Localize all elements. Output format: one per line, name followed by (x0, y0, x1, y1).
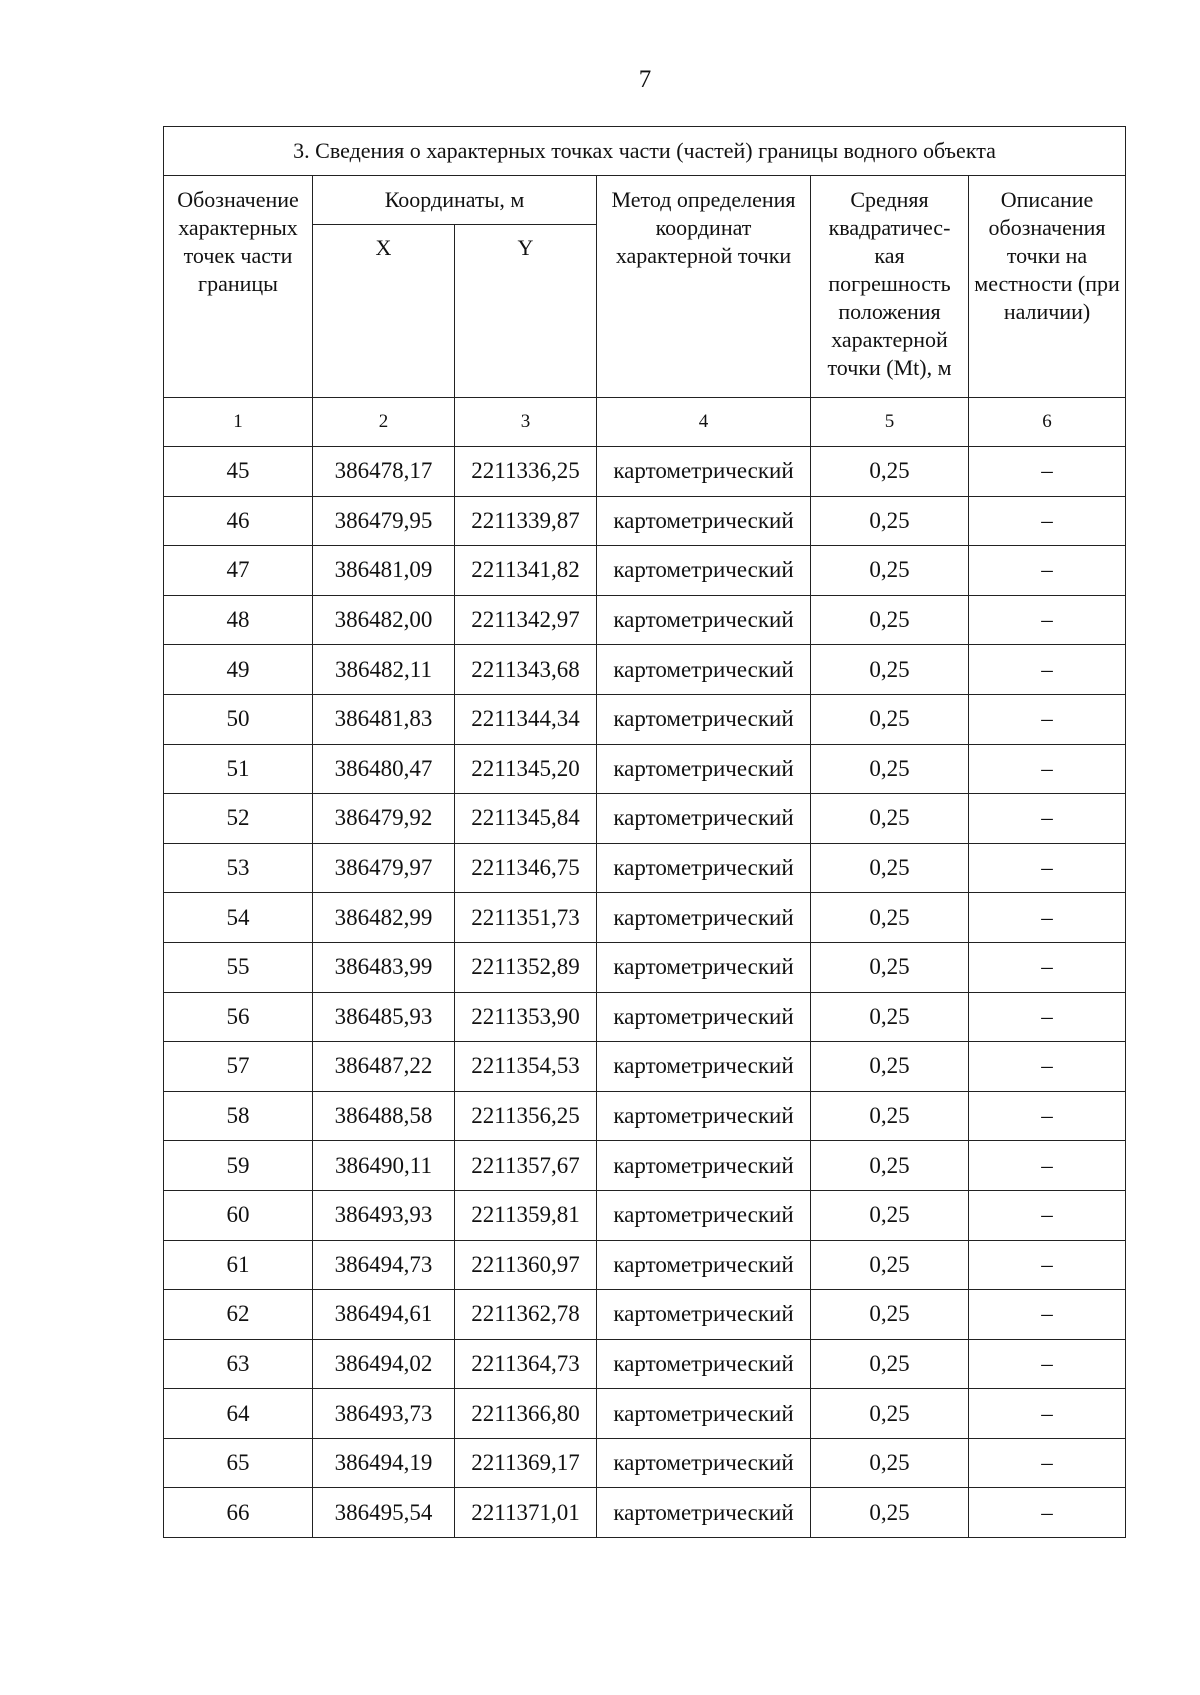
column-numbers-row (164, 398, 1126, 447)
coord-y: 2211343,68 (455, 645, 597, 695)
error-value: 0,25 (811, 992, 969, 1042)
coord-y: 2211356,25 (455, 1091, 597, 1141)
coord-x: 386493,93 (313, 1190, 455, 1240)
method: картометрический (597, 496, 811, 546)
column-number: 5 (811, 398, 969, 447)
description: – (969, 1190, 1126, 1240)
table-row (164, 1042, 1126, 1092)
method: картометрический (597, 1488, 811, 1538)
table-row (164, 1190, 1126, 1240)
method: картометрический (597, 447, 811, 497)
coord-y: 2211359,81 (455, 1190, 597, 1240)
point-number: 64 (164, 1389, 313, 1439)
method: картометрический (597, 645, 811, 695)
description: – (969, 794, 1126, 844)
coord-y: 2211352,89 (455, 942, 597, 992)
point-number: 56 (164, 992, 313, 1042)
coord-y: 2211369,17 (455, 1438, 597, 1488)
point-number: 54 (164, 893, 313, 943)
table-row (164, 744, 1126, 794)
point-number: 63 (164, 1339, 313, 1389)
coord-x: 386494,19 (313, 1438, 455, 1488)
description: – (969, 694, 1126, 744)
error-value: 0,25 (811, 1091, 969, 1141)
error-value: 0,25 (811, 794, 969, 844)
header-x: X (313, 225, 455, 398)
coord-x: 386490,11 (313, 1141, 455, 1191)
error-value: 0,25 (811, 595, 969, 645)
page-number: 7 (638, 66, 652, 93)
header-coords: Координаты, м (313, 176, 597, 225)
header-error: Средняя квадратичес-кая погрешность положения характерной точки (Mt), м (811, 176, 969, 398)
coord-y: 2211351,73 (455, 893, 597, 943)
error-value: 0,25 (811, 546, 969, 596)
table-row (164, 1141, 1126, 1191)
table-row (164, 893, 1126, 943)
method: картометрический (597, 1240, 811, 1290)
error-value: 0,25 (811, 1290, 969, 1340)
error-value: 0,25 (811, 1339, 969, 1389)
table-row (164, 843, 1126, 893)
coord-x: 386481,09 (313, 546, 455, 596)
method: картометрический (597, 1190, 811, 1240)
coord-y: 2211353,90 (455, 992, 597, 1042)
table-row (164, 794, 1126, 844)
point-number: 61 (164, 1240, 313, 1290)
coord-x: 386478,17 (313, 447, 455, 497)
coord-y: 2211344,34 (455, 694, 597, 744)
method: картометрический (597, 595, 811, 645)
coord-y: 2211357,67 (455, 1141, 597, 1191)
header-method: Метод определения координат характерной точки (597, 176, 811, 398)
coord-y: 2211371,01 (455, 1488, 597, 1538)
point-number: 58 (164, 1091, 313, 1141)
method: картометрический (597, 546, 811, 596)
coord-x: 386479,92 (313, 794, 455, 844)
point-number: 51 (164, 744, 313, 794)
header-y: Y (455, 225, 597, 398)
coord-x: 386481,83 (313, 694, 455, 744)
coord-y: 2211345,84 (455, 794, 597, 844)
table-row (164, 645, 1126, 695)
column-number: 4 (597, 398, 811, 447)
table-row (164, 546, 1126, 596)
error-value: 0,25 (811, 1438, 969, 1488)
header-point: Обозначение характерных точек части границы (164, 176, 313, 398)
point-number: 52 (164, 794, 313, 844)
method: картометрический (597, 942, 811, 992)
point-number: 46 (164, 496, 313, 546)
point-number: 48 (164, 595, 313, 645)
coord-x: 386493,73 (313, 1389, 455, 1439)
error-value: 0,25 (811, 1389, 969, 1439)
description: – (969, 595, 1126, 645)
error-value: 0,25 (811, 893, 969, 943)
coord-y: 2211360,97 (455, 1240, 597, 1290)
error-value: 0,25 (811, 942, 969, 992)
coord-x: 386479,97 (313, 843, 455, 893)
coord-x: 386488,58 (313, 1091, 455, 1141)
coord-x: 386487,22 (313, 1042, 455, 1092)
point-number: 53 (164, 843, 313, 893)
table-row (164, 1339, 1126, 1389)
coord-x: 386482,11 (313, 645, 455, 695)
error-value: 0,25 (811, 1488, 969, 1538)
table-row (164, 694, 1126, 744)
coord-x: 386482,99 (313, 893, 455, 943)
description: – (969, 1438, 1126, 1488)
table-row (164, 1438, 1126, 1488)
description: – (969, 546, 1126, 596)
point-number: 57 (164, 1042, 313, 1092)
method: картометрический (597, 1091, 811, 1141)
error-value: 0,25 (811, 744, 969, 794)
error-value: 0,25 (811, 645, 969, 695)
coord-x: 386494,61 (313, 1290, 455, 1340)
method: картометрический (597, 744, 811, 794)
point-number: 59 (164, 1141, 313, 1191)
table-row (164, 1389, 1126, 1439)
table-row (164, 1488, 1126, 1538)
method: картометрический (597, 694, 811, 744)
point-number: 50 (164, 694, 313, 744)
coord-x: 386482,00 (313, 595, 455, 645)
method: картометрический (597, 893, 811, 943)
method: картометрический (597, 992, 811, 1042)
error-value: 0,25 (811, 1190, 969, 1240)
error-value: 0,25 (811, 496, 969, 546)
coord-y: 2211366,80 (455, 1389, 597, 1439)
point-number: 65 (164, 1438, 313, 1488)
table-row (164, 496, 1126, 546)
table-row (164, 595, 1126, 645)
point-number: 60 (164, 1190, 313, 1240)
error-value: 0,25 (811, 447, 969, 497)
coord-x: 386495,54 (313, 1488, 455, 1538)
coord-y: 2211354,53 (455, 1042, 597, 1092)
error-value: 0,25 (811, 694, 969, 744)
point-number: 49 (164, 645, 313, 695)
point-number: 47 (164, 546, 313, 596)
error-value: 0,25 (811, 843, 969, 893)
table-row (164, 1290, 1126, 1340)
coord-x: 386483,99 (313, 942, 455, 992)
coord-x: 386494,73 (313, 1240, 455, 1290)
description: – (969, 1042, 1126, 1092)
description: – (969, 1091, 1126, 1141)
characteristic-points-table (163, 126, 1126, 1538)
point-number: 55 (164, 942, 313, 992)
description: – (969, 645, 1126, 695)
table-row (164, 1091, 1126, 1141)
method: картометрический (597, 1389, 811, 1439)
table-title: 3. Сведения о характерных точках части (частей) границы водного объекта (164, 127, 1126, 176)
table-row (164, 1240, 1126, 1290)
column-number: 6 (969, 398, 1126, 447)
coord-y: 2211341,82 (455, 546, 597, 596)
description: – (969, 447, 1126, 497)
method: картометрический (597, 1438, 811, 1488)
table-row (164, 942, 1126, 992)
coord-x: 386480,47 (313, 744, 455, 794)
description: – (969, 496, 1126, 546)
table-body (164, 447, 1126, 1538)
coord-y: 2211336,25 (455, 447, 597, 497)
coord-x: 386479,95 (313, 496, 455, 546)
table-row (164, 992, 1126, 1042)
description: – (969, 1488, 1126, 1538)
method: картометрический (597, 1042, 811, 1092)
column-number: 1 (164, 398, 313, 447)
coord-y: 2211339,87 (455, 496, 597, 546)
description: – (969, 1339, 1126, 1389)
description: – (969, 1389, 1126, 1439)
description: – (969, 1290, 1126, 1340)
description: – (969, 942, 1126, 992)
description: – (969, 843, 1126, 893)
coord-x: 386494,02 (313, 1339, 455, 1389)
description: – (969, 893, 1126, 943)
error-value: 0,25 (811, 1141, 969, 1191)
method: картометрический (597, 1290, 811, 1340)
coord-y: 2211346,75 (455, 843, 597, 893)
coord-y: 2211364,73 (455, 1339, 597, 1389)
description: – (969, 1240, 1126, 1290)
table-row (164, 447, 1126, 497)
point-number: 45 (164, 447, 313, 497)
column-number: 3 (455, 398, 597, 447)
point-number: 66 (164, 1488, 313, 1538)
error-value: 0,25 (811, 1240, 969, 1290)
point-number: 62 (164, 1290, 313, 1340)
coord-y: 2211345,20 (455, 744, 597, 794)
coord-y: 2211342,97 (455, 595, 597, 645)
description: – (969, 992, 1126, 1042)
method: картометрический (597, 843, 811, 893)
coord-x: 386485,93 (313, 992, 455, 1042)
error-value: 0,25 (811, 1042, 969, 1092)
method: картометрический (597, 1339, 811, 1389)
method: картометрический (597, 794, 811, 844)
method: картометрический (597, 1141, 811, 1191)
description: – (969, 744, 1126, 794)
coord-y: 2211362,78 (455, 1290, 597, 1340)
description: – (969, 1141, 1126, 1191)
column-number: 2 (313, 398, 455, 447)
header-description: Описание обозначения точки на местности (при наличии) (969, 176, 1126, 398)
